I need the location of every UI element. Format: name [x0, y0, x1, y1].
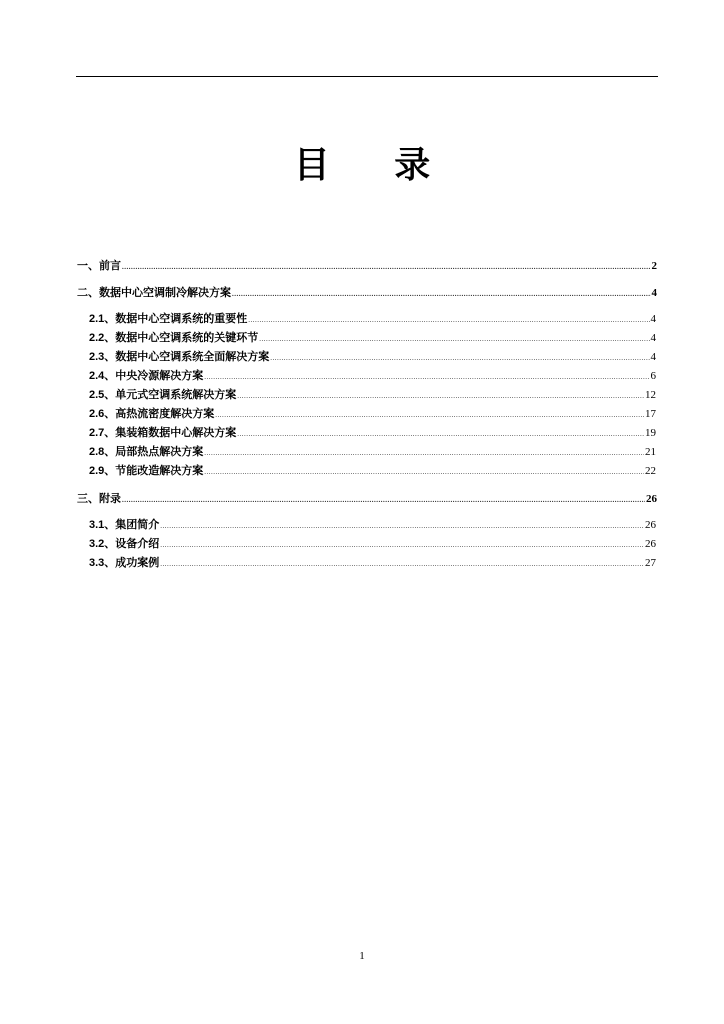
toc-entry-3-3[interactable]: [89, 555, 656, 571]
toc-entry-page: 27: [645, 557, 656, 569]
toc-entry-number: 3.1: [89, 519, 105, 531]
toc-entry-label: 、局部热点解决方案: [104, 445, 204, 458]
toc-entry-2-2[interactable]: [89, 330, 656, 346]
dot-leader: [122, 492, 645, 508]
dot-leader: [232, 286, 651, 302]
toc-entry-number: 2.6: [89, 408, 105, 420]
toc-entry-page: 4: [650, 332, 656, 344]
toc-entry-page: 4: [650, 351, 656, 363]
toc-entry-3-2[interactable]: [89, 536, 656, 552]
dot-leader: [122, 259, 651, 275]
dot-leader: [215, 407, 644, 423]
dot-leader: [204, 445, 644, 461]
toc-entry-page: 6: [650, 370, 656, 382]
toc-entry-page: 12: [645, 389, 656, 401]
toc-entry-page: 17: [645, 408, 656, 420]
toc-entry-number: 2.2: [89, 332, 105, 344]
dot-leader: [204, 369, 649, 385]
toc-entry-page: 4: [650, 313, 656, 325]
toc-entry-page: 26: [646, 493, 657, 505]
toc-entry-label: 、单元式空调系统解决方案: [104, 388, 237, 401]
toc-entry-number: 2.4: [89, 370, 105, 382]
dot-leader: [237, 388, 644, 404]
toc-entry-label: 、数据中心空调系统全面解决方案: [104, 350, 270, 363]
header-rule: [76, 76, 658, 77]
toc-entry-page: 19: [645, 427, 656, 439]
dot-leader: [248, 312, 649, 328]
toc-entry-number: 3.2: [89, 538, 105, 550]
toc-entry-number: 2.9: [89, 465, 105, 477]
dot-leader: [160, 537, 644, 553]
toc-entry-label: 、中央冷源解决方案: [104, 369, 204, 382]
dot-leader: [259, 331, 649, 347]
toc-entry-number: 2.5: [89, 389, 105, 401]
toc-entry-page: 26: [645, 519, 656, 531]
toc-entry-label: 、高热流密度解决方案: [104, 407, 215, 420]
dot-leader: [160, 556, 644, 572]
toc-entry-label: 、成功案例: [104, 556, 160, 569]
toc-entry-page: 22: [645, 465, 656, 477]
toc-entry-label: 三、附录: [77, 492, 121, 505]
toc-entry-label: 一、前言: [77, 259, 121, 272]
toc-entry-preface[interactable]: [77, 258, 657, 274]
toc-entry-number: 2.1: [89, 313, 105, 325]
toc-entry-2-7[interactable]: [89, 425, 656, 441]
toc-entry-page: 26: [645, 538, 656, 550]
toc-entry-page: 4: [651, 287, 657, 299]
toc-entry-3-1[interactable]: [89, 517, 656, 533]
dot-leader: [204, 464, 644, 480]
toc-title: 目 录: [293, 144, 457, 186]
toc-entry-number: 2.3: [89, 351, 105, 363]
toc-entry-2-8[interactable]: [89, 444, 656, 460]
toc-entry-label: 、节能改造解决方案: [104, 464, 204, 477]
dot-leader: [270, 350, 649, 366]
dot-leader: [237, 426, 644, 442]
toc-entry-2-9[interactable]: [89, 463, 656, 479]
toc-entry-label: 二、数据中心空调制冷解决方案: [77, 286, 231, 299]
toc-entry-page: 2: [651, 260, 657, 272]
page-number: 1: [359, 950, 365, 962]
toc-entry-number: 2.8: [89, 446, 105, 458]
toc-entry-number: 2.7: [89, 427, 105, 439]
toc-entry-label: 、集团简介: [104, 518, 160, 531]
toc-entry-appendix[interactable]: [77, 491, 657, 507]
toc-entry-label: 、数据中心空调系统的重要性: [104, 312, 248, 325]
toc-entry-number: 3.3: [89, 557, 105, 569]
toc-entry-2-3[interactable]: [89, 349, 656, 365]
toc-entry-2-1[interactable]: [89, 311, 656, 327]
toc-entry-2-6[interactable]: [89, 406, 656, 422]
toc-entry-label: 、集装箱数据中心解决方案: [104, 426, 237, 439]
dot-leader: [160, 518, 644, 534]
toc-entry-label: 、设备介绍: [104, 537, 160, 550]
toc-entry-2-4[interactable]: [89, 368, 656, 384]
toc-entry-page: 21: [645, 446, 656, 458]
toc-entry-label: 、数据中心空调系统的关键环节: [104, 331, 259, 344]
toc-entry-2-5[interactable]: [89, 387, 656, 403]
toc-entry-solutions[interactable]: [77, 285, 657, 301]
